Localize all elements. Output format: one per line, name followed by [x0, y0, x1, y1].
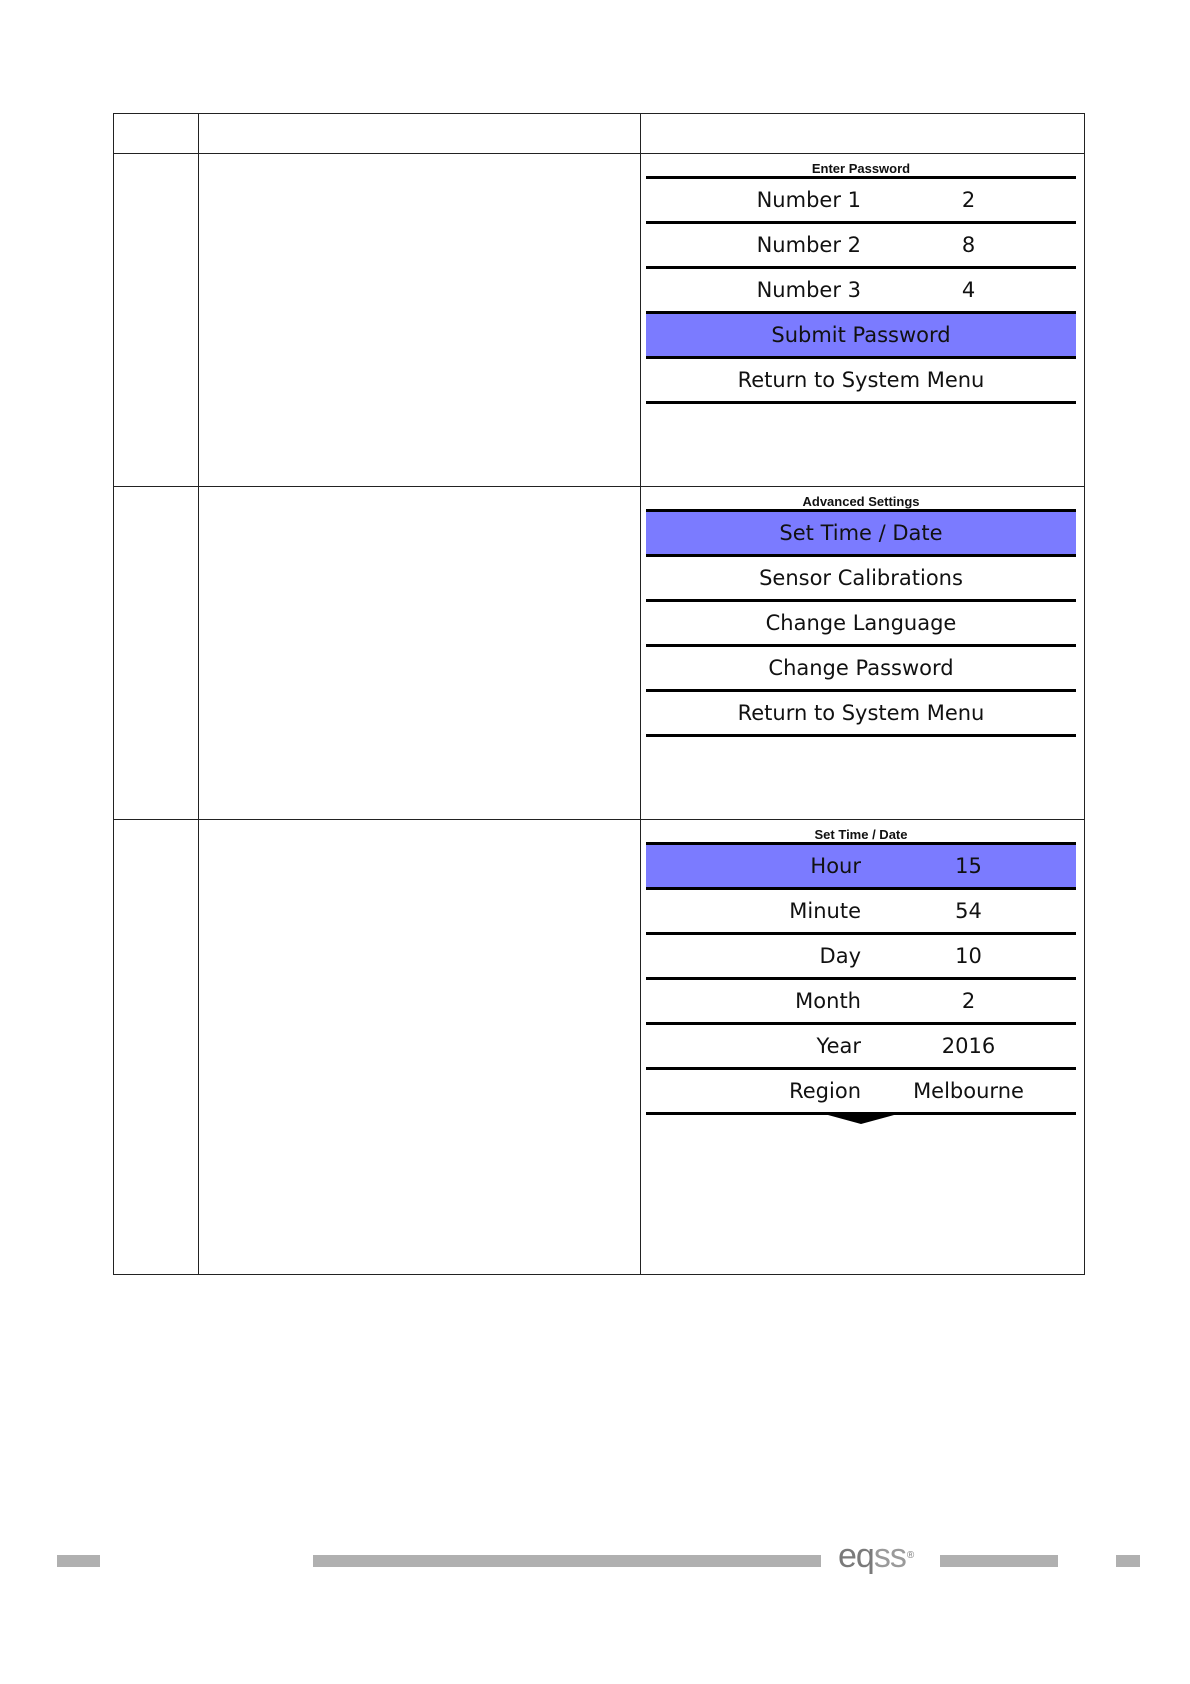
step-cell: [114, 487, 199, 820]
item-label: Number 3: [756, 278, 861, 302]
menu-item-region[interactable]: [646, 1070, 1076, 1115]
item-label: Year: [816, 1034, 861, 1058]
table-header-row: [114, 114, 1085, 154]
item-value: Melbourne: [913, 1079, 1024, 1103]
screen-title: Set Time / Date: [646, 820, 1076, 845]
menu-item-change-language[interactable]: Change Language: [646, 602, 1076, 647]
item-value: 8: [961, 233, 976, 257]
menu-item-month[interactable]: [646, 980, 1076, 1025]
item-label: Minute: [789, 899, 861, 923]
description-cell: [199, 820, 641, 1275]
submit-password-button[interactable]: Submit Password: [646, 314, 1076, 359]
menu-item-number-1[interactable]: [646, 179, 1076, 224]
table-row: [114, 487, 1085, 820]
item-label: Month: [795, 989, 861, 1013]
item-value: 2: [961, 188, 976, 212]
item-label: Number 2: [756, 233, 861, 257]
menu-item-number-2[interactable]: [646, 224, 1076, 269]
screen-cell: [641, 154, 1085, 487]
eqss-logo: eqss®: [838, 1537, 914, 1575]
step-cell: [114, 154, 199, 487]
screen-title: Enter Password: [646, 154, 1076, 179]
header-cell-description: [199, 114, 641, 154]
menu-item-minute[interactable]: [646, 890, 1076, 935]
item-value: 2016: [941, 1034, 996, 1058]
item-label: Number 1: [756, 188, 861, 212]
header-cell-step: [114, 114, 199, 154]
screen-cell: [641, 820, 1085, 1275]
screen-title: Advanced Settings: [646, 487, 1076, 512]
return-to-system-menu-button[interactable]: Return to System Menu: [646, 359, 1076, 404]
description-cell: [199, 487, 641, 820]
menu-item-set-time-date[interactable]: Set Time / Date: [646, 512, 1076, 557]
set-time-date-screen: [646, 820, 1076, 1124]
footer-bar-edge: [1116, 1555, 1140, 1567]
item-value: 10: [955, 944, 982, 968]
menu-item-sensor-calibrations[interactable]: Sensor Calibrations: [646, 557, 1076, 602]
screen-cell: [641, 487, 1085, 820]
footer-bar-left: [57, 1555, 100, 1567]
enter-password-screen: [646, 154, 1076, 404]
menu-item-hour[interactable]: [646, 845, 1076, 890]
advanced-settings-screen: [646, 487, 1076, 737]
procedure-table: [113, 113, 1085, 1275]
scroll-down-arrow-icon[interactable]: [817, 1112, 905, 1124]
header-cell-screen: [641, 114, 1085, 154]
item-value: 54: [955, 899, 982, 923]
menu-item-number-3[interactable]: [646, 269, 1076, 314]
menu-item-day[interactable]: [646, 935, 1076, 980]
step-cell: [114, 820, 199, 1275]
item-label: Region: [789, 1079, 861, 1103]
menu-item-return-to-system-menu[interactable]: Return to System Menu: [646, 692, 1076, 737]
item-value: 2: [961, 989, 976, 1013]
item-value: 15: [955, 854, 982, 878]
description-cell: [199, 154, 641, 487]
menu-item-change-password[interactable]: Change Password: [646, 647, 1076, 692]
footer-bar-center: [313, 1555, 821, 1567]
item-label: Hour: [810, 854, 861, 878]
table-row: [114, 820, 1085, 1275]
table-row: [114, 154, 1085, 487]
item-value: 4: [961, 278, 976, 302]
menu-item-year[interactable]: [646, 1025, 1076, 1070]
footer-bar-right: [940, 1555, 1058, 1567]
item-label: Day: [819, 944, 861, 968]
